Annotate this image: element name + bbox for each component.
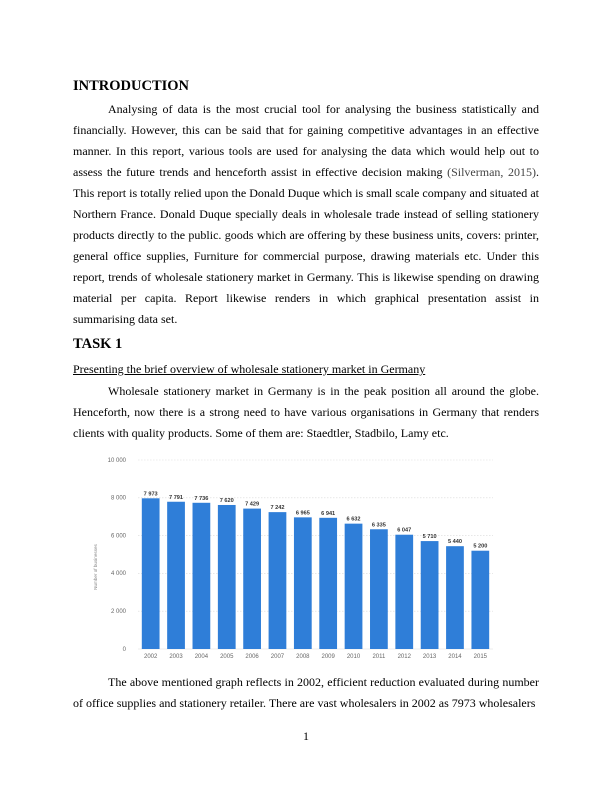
page-number: 1 bbox=[303, 729, 309, 743]
x-tick-label-2011: 2011 bbox=[372, 654, 386, 660]
y-tick-label: 8 000 bbox=[110, 495, 126, 502]
task1-heading: TASK 1 bbox=[73, 336, 123, 352]
bar-2005 bbox=[218, 505, 236, 649]
introduction-heading: INTRODUCTION bbox=[73, 78, 190, 94]
bar-2009 bbox=[319, 518, 337, 649]
bar-2010 bbox=[345, 524, 363, 649]
bar-2002 bbox=[142, 498, 160, 649]
x-tick-label-2007: 2007 bbox=[270, 654, 285, 660]
chart-y-ticks bbox=[108, 458, 127, 653]
value-label-2002: 7 973 bbox=[143, 491, 158, 498]
value-label-2013: 5 710 bbox=[422, 534, 437, 541]
x-tick-label-2002: 2002 bbox=[143, 654, 158, 660]
introduction-text-end: . This report is totally relied upon the Donald Duque which is small scale company and situated at Northern France. Donald Duque specially deals in wholesale trade instead of selling stationery products directly to the public. goods which are offering by these business units, covers: printer, general office supplies, Furniture for commercial purpose, drawing materials etc. Under this report, trends of wholesale stationery market in Germany. This is likewise spending on drawing material per capita. Report likewise renders in which graphical presentation assist in summarising data set. bbox=[73, 165, 539, 326]
value-label-2007: 7 242 bbox=[270, 505, 285, 512]
bar-2012 bbox=[395, 535, 413, 649]
chart-gridlines bbox=[138, 460, 493, 649]
value-label-2011: 6 335 bbox=[371, 522, 386, 529]
x-tick-label-2013: 2013 bbox=[422, 654, 437, 660]
bar-2014 bbox=[446, 546, 464, 649]
y-tick-label: 6 000 bbox=[110, 533, 126, 540]
bar-2011 bbox=[370, 529, 388, 649]
wholesale-businesses-bar-chart bbox=[90, 453, 500, 665]
x-tick-label-2015: 2015 bbox=[473, 654, 488, 660]
value-label-2014: 5 440 bbox=[447, 539, 462, 546]
introduction-paragraph bbox=[73, 99, 539, 330]
y-tick-label: 10 000 bbox=[107, 457, 126, 464]
bar-2003 bbox=[167, 502, 185, 649]
bar-2006 bbox=[243, 509, 261, 649]
x-tick-label-2003: 2003 bbox=[169, 654, 183, 660]
citation: (Silverman, 2015) bbox=[447, 165, 536, 179]
closing-paragraph: The above mentioned graph reflects in 2002, efficient reduction evaluated during number of office supplies and stationery retailer. There are vast wholesalers in 2002 as 7973 wholesalers bbox=[73, 675, 539, 710]
x-tick-label-2010: 2010 bbox=[346, 654, 361, 660]
x-tick-label-2004: 2004 bbox=[194, 654, 209, 660]
y-tick-label: 4 000 bbox=[110, 571, 126, 578]
x-tick-label-2008: 2008 bbox=[296, 654, 310, 660]
bar-2013 bbox=[421, 541, 439, 649]
y-tick-label: 0 bbox=[122, 646, 126, 653]
value-label-2010: 6 632 bbox=[346, 516, 361, 523]
value-label-2006: 7 429 bbox=[245, 501, 260, 508]
introduction-text-start: Analysing of data is the most crucial tool for analysing the business statistically and financially. However, this can be said that for gaining competitive advantages in an effective manner. In this report, various tools are used for analysing the data which would help out to assess the future trends and henceforth assist in effective decision making bbox=[73, 102, 539, 179]
bar-2007 bbox=[269, 512, 287, 649]
chart-x-ticks bbox=[144, 654, 488, 660]
task1-paragraph: Wholesale stationery market in Germany is in the peak position all around the globe. Henceforth, now there is a strong need to have various organisations in Germany that renders clients with quality products. Some of them are: Staedtler, Stadbilo, Lamy etc. bbox=[73, 384, 539, 440]
y-tick-label: 2 000 bbox=[110, 609, 126, 615]
value-label-2004: 7 736 bbox=[194, 495, 209, 502]
x-tick-label-2006: 2006 bbox=[245, 654, 259, 660]
y-axis-label: Number of businesses bbox=[93, 544, 98, 590]
value-label-2009: 6 941 bbox=[321, 510, 336, 517]
x-tick-label-2012: 2012 bbox=[397, 654, 411, 660]
x-tick-label-2014: 2014 bbox=[448, 654, 462, 660]
value-label-2012: 6 047 bbox=[397, 527, 412, 534]
value-label-2008: 6 965 bbox=[295, 510, 310, 517]
value-label-2005: 7 620 bbox=[219, 497, 234, 504]
x-tick-label-2009: 2009 bbox=[321, 654, 335, 660]
value-label-2003: 7 791 bbox=[169, 494, 184, 501]
x-tick-label-2005: 2005 bbox=[220, 654, 234, 660]
bar-2004 bbox=[193, 503, 211, 649]
value-label-2015: 5 200 bbox=[473, 543, 488, 550]
bar-2015 bbox=[471, 551, 489, 649]
bar-2008 bbox=[294, 517, 312, 649]
task1-subheading: Presenting the brief overview of wholesale stationery market in Germany bbox=[73, 362, 426, 376]
